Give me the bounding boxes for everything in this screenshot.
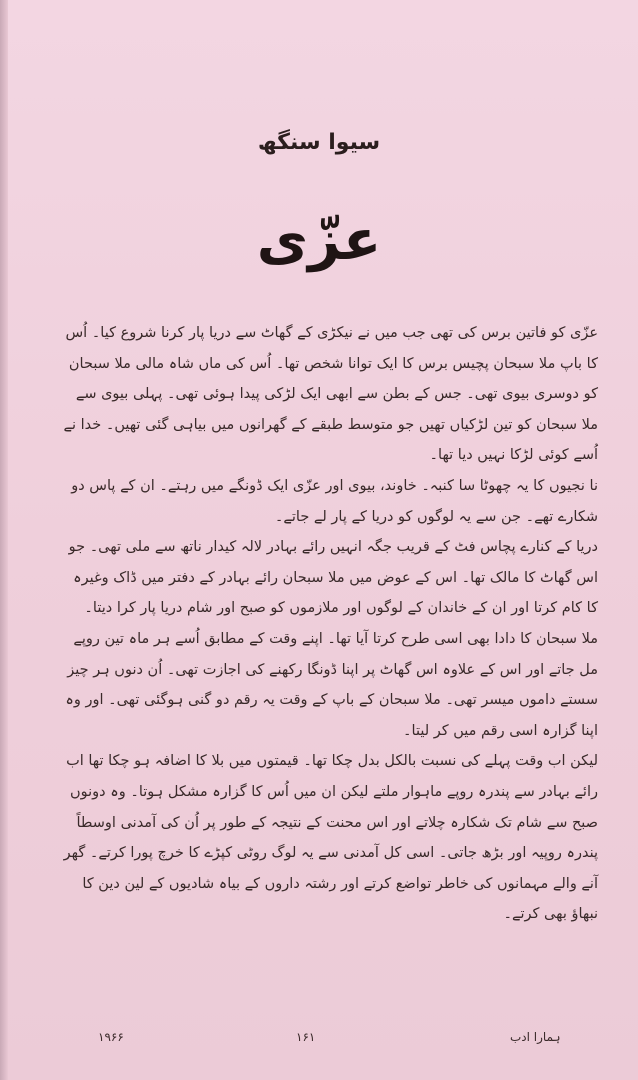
page-footer [0,1030,638,1054]
paragraph-2: نا نجیوں کا یہ چھوٹا سا کنبہ۔ خاوند، بیوی اور عزّی ایک ڈونگے میں رہتے۔ ان کے پاس دو شکارے تھے۔ جن سے یہ لوگوں کو دریا کے پار لے جاتے۔ [71,477,598,525]
story-title: عزّی [256,208,382,273]
paragraph-5: لیکن اب وقت پہلے کی نسبت بالکل بدل چکا تھا۔ قیمتوں میں بلا کا اضافہ ہو چکا تھا اب رائے بہادر سے پندرہ روپے ماہوار ملتے لیکن ان میں اُس کا گزارہ مشکل ہوتا۔ وہ دونوں صبح سے شام تک شکارہ چلاتے اور اس محنت کے نتیجہ کے طور پر اُن کی آمدنی اوسطاً پندرہ روپیہ اور بڑھ جاتی۔ اسی کل آمدنی سے یہ لوگ روٹی کپڑے کا خرچ پورا کرتے۔ گھر آنے والے مہمانوں کی خاطر تواضع کرتے اور رشتہ داروں کے بیاہ شادیوں کے لین دین کا نبھاؤ بھی کرتے۔ [63,753,598,923]
magazine-name: ہمارا ادب [510,1030,561,1044]
footer-year: ۱۹۶۶ [98,1030,124,1044]
paragraph-3: دریا کے کنارے پچاس فٹ کے قریب جگہ انہیں رائے بہادر لالہ کیدار ناتھ سے ملی تھی۔ جو اس گھاٹ کا مالک تھا۔ اس کے عوض میں ملا سبحان رائے بہادر کے دفتر میں ڈاک وغیرہ کا کام کرتا اور ان کے خاندان کے لوگوں اور ملازموں کو صبح اور شام دریا پار کرا دیتا۔ [68,539,598,617]
paragraph-4: ملا سبحان کا دادا بھی اسی طرح کرتا آیا تھا۔ اپنے وقت کے مطابق اُسے ہر ماہ تین روپے مل جاتے اور اس کے علاوہ اس گھاٹ پر اپنا ڈونگا رکھنے کی اجازت تھی۔ اُن دنوں ہر چیز سستے داموں میسر تھی۔ ملا سبحان کے باپ کے وقت یہ رقم دو گنی ہوگئی تھی۔ اور وہ اپنا گزارہ اسی رقم میں کر لیتا۔ [65,630,598,739]
author-name: سیوا سنگھ [257,130,381,155]
story-body [58,318,598,930]
paragraph-1: عزّی کو فاتین برس کی تھی جب میں نے نیکڑی کے گھاٹ سے دریا پار کرنا شروع کیا۔ اُس کا باپ ملا سبحان پچیس برس کا ایک توانا شخص تھا۔ اُس کی ماں شاہ مالی ملا سبحان کو دوسری بیوی تھی۔ جس کے بطن سے ابھی ایک لڑکی پیدا ہوئی تھی۔ پہلی بیوی سے ملا سبحان کو تین لڑکیاں تھیں جو متوسط طبقے کے گھرانوں میں بیاہی گئی تھیں۔ خدا نے اُسے کوئی لڑکا نہیں دیا تھا۔ [63,325,598,464]
page-number: ۱۶۱ [296,1030,316,1044]
page-binding-edge [0,0,8,1080]
